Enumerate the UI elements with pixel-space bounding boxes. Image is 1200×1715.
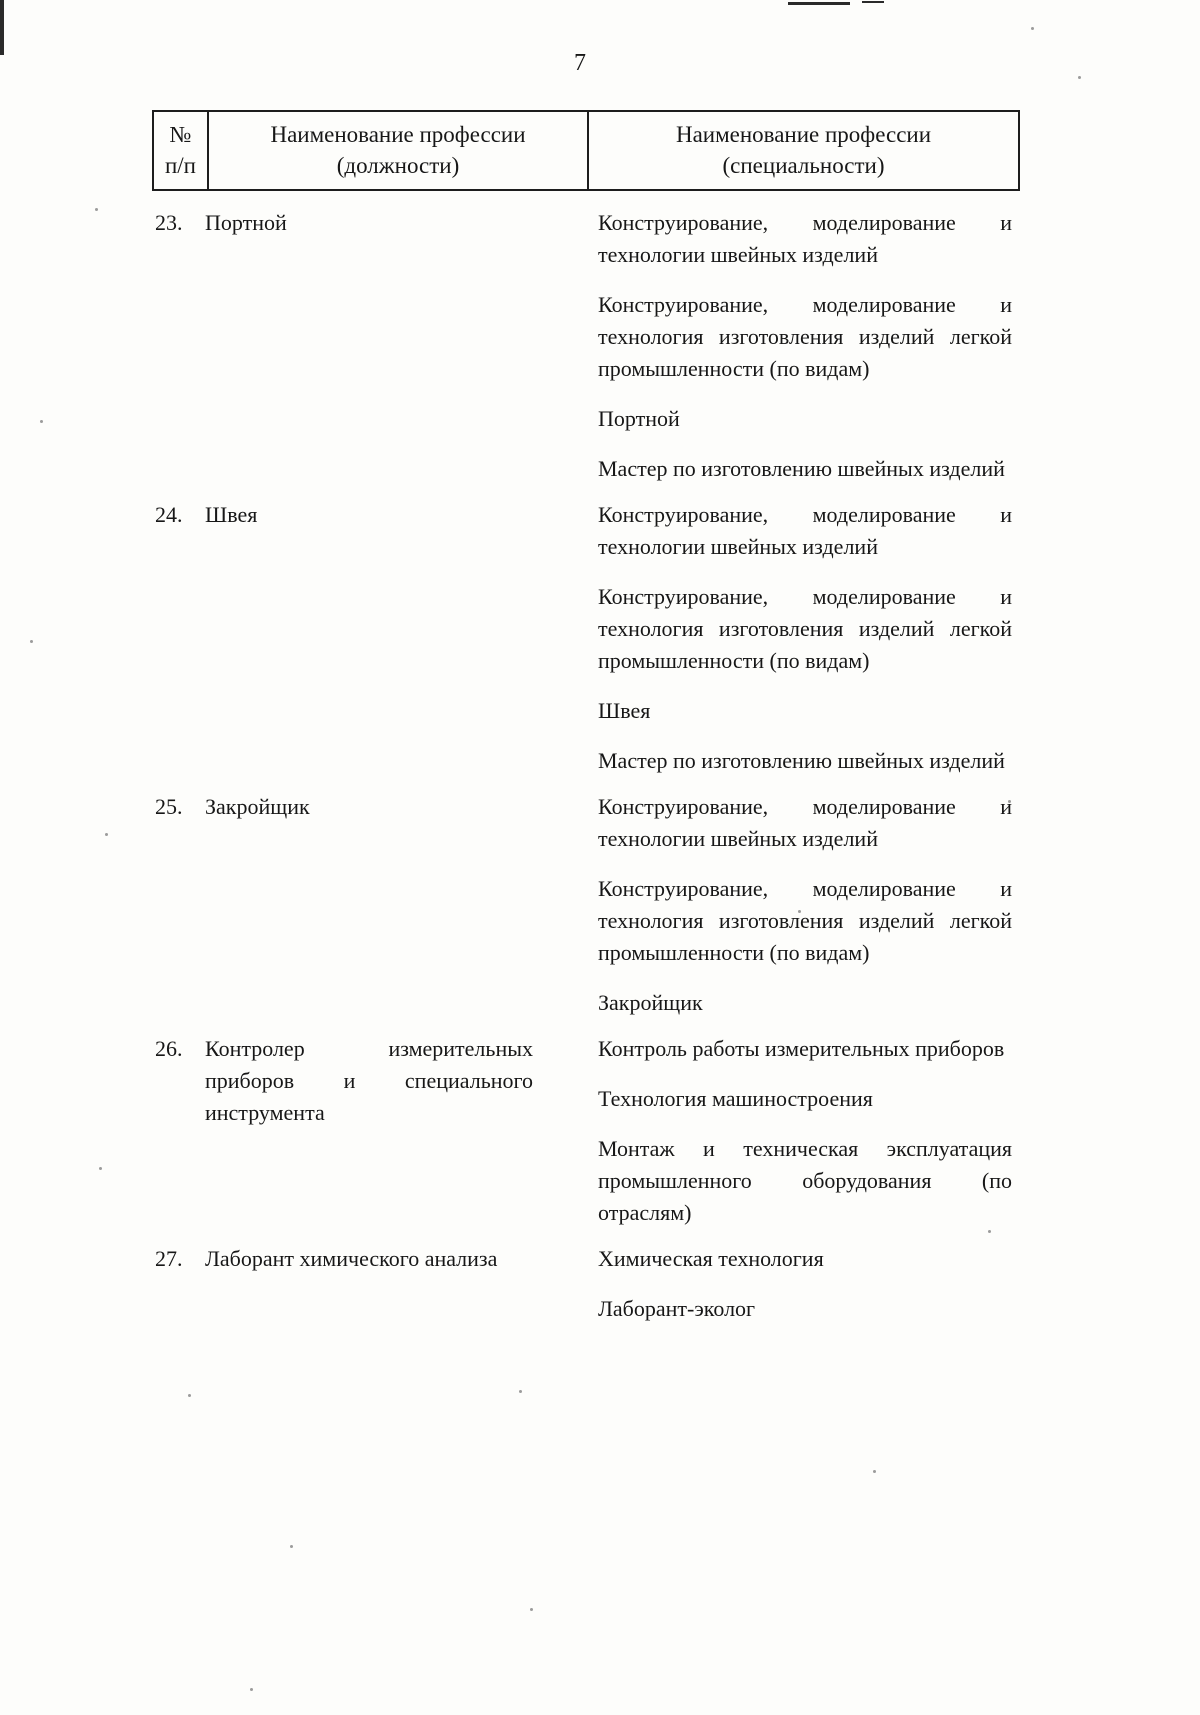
specialties-cell	[585, 1033, 1016, 1229]
header-cell-profession	[207, 112, 587, 189]
scan-dot	[95, 208, 98, 211]
profession-cell: Закройщик	[205, 794, 310, 819]
specialty-item: Конструирование, моделирование и технология изготовления изделий легкой промышленности (по видам)	[598, 584, 1012, 673]
specialty-item: Конструирование, моделирование и технологии швейных изделий	[598, 502, 1012, 559]
header-cell-number	[154, 112, 207, 189]
profession-cell: Контролер измерительных приборов и специального инструмента	[205, 1036, 533, 1125]
table-body	[152, 207, 1020, 1325]
profession-cell: Швея	[205, 502, 258, 527]
professions-table	[152, 110, 1020, 1339]
scan-top-line	[788, 2, 850, 5]
table-row	[152, 207, 1020, 485]
header-profession-line2: (должности)	[336, 153, 460, 178]
table-row	[152, 1243, 1020, 1325]
scan-dot	[519, 1390, 522, 1393]
header-number-line2: п/п	[164, 153, 196, 178]
header-number-line1: №	[169, 122, 192, 147]
row-number: 27.	[155, 1246, 183, 1271]
specialty-item: Конструирование, моделирование и технологии швейных изделий	[598, 794, 1012, 851]
specialty-item: Химическая технология	[598, 1246, 824, 1271]
header-profession-line1: Наименование профессии	[270, 122, 526, 147]
row-number: 23.	[155, 210, 183, 235]
scan-dot	[99, 1167, 102, 1170]
specialty-item: Монтаж и техническая эксплуатация промышленного оборудования (по отраслям)	[598, 1136, 1012, 1225]
specialty-item: Мастер по изготовлению швейных изделий	[598, 456, 1005, 481]
profession-cell: Портной	[205, 210, 287, 235]
specialty-item: Портной	[598, 406, 680, 431]
scan-dot	[1031, 27, 1034, 30]
header-specialty-line1: Наименование профессии	[675, 122, 932, 147]
header-specialty-line2: (специальности)	[722, 153, 885, 178]
scan-dot	[250, 1688, 253, 1691]
table-row	[152, 1033, 1020, 1229]
table-row	[152, 791, 1020, 1019]
scan-dot	[188, 1394, 191, 1397]
table-row	[152, 499, 1020, 777]
specialties-cell	[585, 1243, 1016, 1325]
scan-dot	[40, 420, 43, 423]
page-number: 7	[574, 50, 586, 76]
table-header-row	[152, 110, 1020, 191]
specialty-item: Мастер по изготовлению швейных изделий	[598, 748, 1005, 773]
scan-dot	[105, 833, 108, 836]
specialty-item: Конструирование, моделирование и технологии швейных изделий	[598, 210, 1012, 267]
specialty-item: Конструирование, моделирование и технология изготовления изделий легкой промышленности (по видам)	[598, 292, 1012, 381]
specialty-item: Контроль работы измерительных приборов	[598, 1036, 1005, 1061]
specialty-item: Закройщик	[598, 990, 703, 1015]
profession-cell: Лаборант химического анализа	[205, 1246, 498, 1271]
header-cell-specialty	[587, 112, 1018, 189]
scan-dot	[30, 640, 33, 643]
row-number: 25.	[155, 794, 183, 819]
scan-dot	[873, 1470, 876, 1473]
scan-top-line-2	[862, 1, 884, 3]
specialty-item: Лаборант-эколог	[598, 1296, 756, 1321]
scan-dot	[530, 1608, 533, 1611]
row-number: 26.	[155, 1036, 183, 1061]
row-number: 24.	[155, 502, 183, 527]
specialties-cell	[585, 499, 1016, 777]
scan-edge-mark	[0, 0, 4, 55]
specialty-item: Конструирование, моделирование и технология изготовления изделий легкой промышленности (по видам)	[598, 876, 1012, 965]
specialty-item: Технология машиностроения	[598, 1086, 873, 1111]
specialty-item: Швея	[598, 698, 651, 723]
scan-dot	[290, 1545, 293, 1548]
specialties-cell	[585, 207, 1016, 485]
specialties-cell	[585, 791, 1016, 1019]
